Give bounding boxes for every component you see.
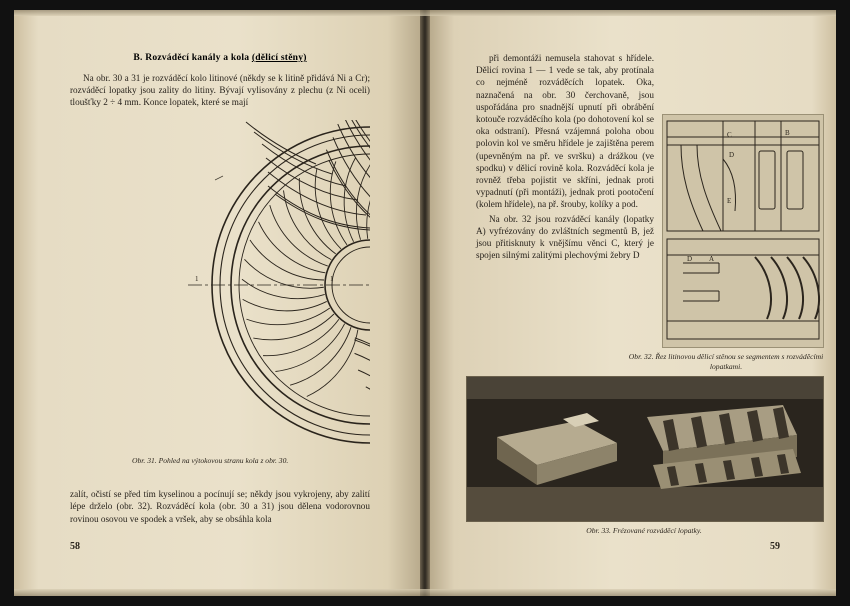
right-column-text [476, 52, 654, 261]
page-edge-bottom [14, 589, 836, 596]
page-number-left: 58 [70, 541, 80, 552]
figure-32-label-d: D [729, 151, 735, 159]
figure-32-label-b: B [785, 129, 790, 137]
figure-33-caption: Obr. 33. Frézované rozváděcí lopatky. [586, 526, 702, 535]
left-column-bottom-text [70, 488, 370, 525]
book-gutter [420, 10, 430, 596]
figure-32-label-a2: A [709, 255, 715, 263]
figure-31 [70, 120, 370, 450]
paragraph: při demontáži nemusela stahovat s hřídele. Dělicí rovina 1 — 1 vede se tak, aby protínala co nejméně rozváděcích lopatek. Oka, naznačená na obr. 30 čerchovaně, jsou uspořádána pro snadnější upnutí při obrábění kotouče rozváděcího kola (po dohotovení kol se oka odstraní). Přesná vzájemná poloha obou polovin kol ve směru hřídele je zajištěna perem (upevněným na př. ve svršku) a drážkou (ve spodku) v dělicí rovině kola. Rozváděcí kola je rovněž třeba pojistit ve skříni, jednak proti vypadnutí (při montáži), jednak proti pootočení (kolem hřídele), na př. šrouby, kolíky a pod. [476, 53, 654, 210]
figure-31-label-right: 1 [330, 275, 334, 283]
figure-33-photo [466, 376, 824, 522]
figure-32-label-e: E [727, 197, 732, 205]
figure-32-caption: Obr. 32. Řez litinovou dělicí stěnou se segmentem s rozváděcími lopatkami. [628, 352, 824, 371]
paragraph: Na obr. 30 a 31 je rozváděcí kolo litinové (někdy se k litině přidává Ni a Cr); rozváděcí lopatky jsou zality do litiny. Bývají vylisovány z plechu (z Ni oceli) tloušťky 2 ÷ 4 mm. Konce lopatek, které se mají [70, 73, 370, 108]
figure-31-caption: Obr. 31. Pohled na výtokovou stranu kola z obr. 30. [132, 456, 289, 465]
figure-31-label-left: 1 [195, 275, 199, 283]
section-heading-prefix: B. Rozváděcí kanály a kola [133, 52, 250, 63]
section-heading [70, 52, 370, 63]
figure-32-label-c: C [727, 131, 732, 139]
page-number-right: 59 [770, 541, 780, 552]
section-heading-suffix: (dělicí stěny) [251, 52, 307, 63]
page-edge-top [14, 10, 836, 16]
left-column-text [70, 72, 370, 109]
paragraph: zalít, očistí se před tím kyselinou a pocínují se; někdy jsou vykrojeny, aby zalití lépe drželo (obr. 32). Rozváděcí kola (obr. 30 a 31) jsou dělena vodorovnou rovinou osovou ve spodek a vršek, aby se obsáhla kola [70, 489, 370, 524]
book-spread [14, 10, 836, 596]
figure-32 [662, 114, 824, 348]
paragraph: Na obr. 32 jsou rozváděcí kanály (lopatky A) vyfrézovány do zvláštních segmentů B, jež jsou přitisknuty k vnějšímu věnci C, který je spojen silnými zalitými plechovými žebry D [476, 213, 654, 261]
figure-32-label-d2: D [687, 255, 693, 263]
